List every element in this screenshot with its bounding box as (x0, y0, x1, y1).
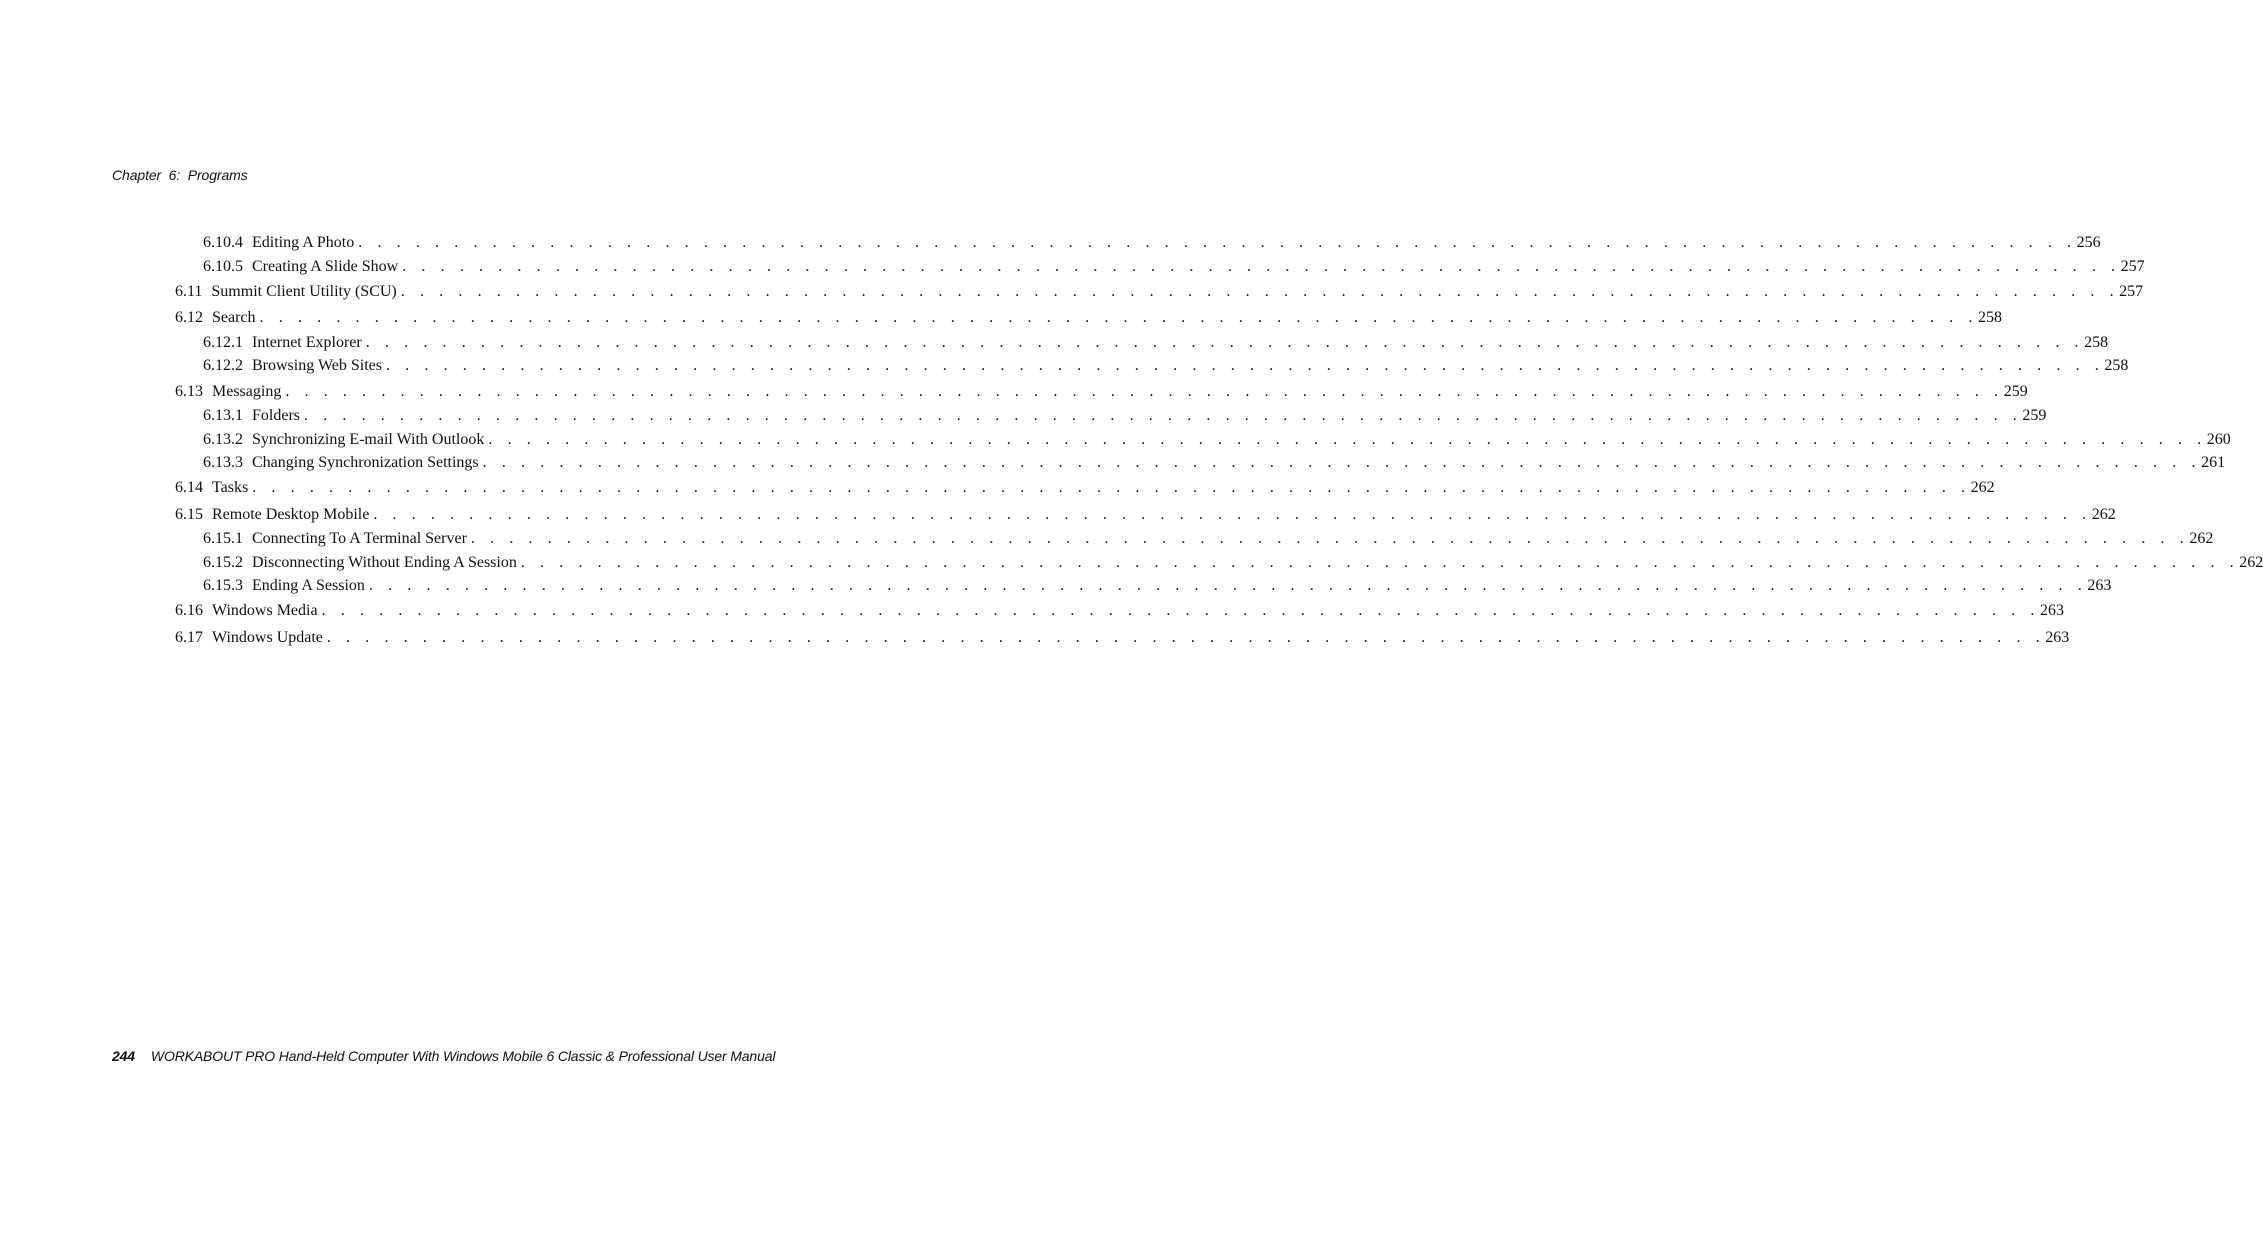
toc-entry-page: 259 (2022, 407, 2047, 424)
toc-entry-number: 6.15.3 (203, 577, 243, 594)
toc-entry-number: 6.16 (175, 602, 203, 619)
toc-entry-title: Summit Client Utility (SCU) (211, 283, 397, 300)
toc-entry-page: 261 (2201, 454, 2226, 471)
toc-entry-title: Disconnecting Without Ending A Session (252, 554, 517, 571)
toc-dot-leader: . . . . . . . . . . . . . . . . . . . . . . . . . . . . . . . . . . . . . . . . . . . . . . . . . . . . . . . . . . . . . . . . . . . . . . . . . . . . . . . . . . . . . . . . . . (358, 234, 2077, 251)
toc-entry-page: 257 (2119, 283, 2144, 300)
toc-entry-title: Remote Desktop Mobile (212, 506, 370, 523)
toc-entry-title: Windows Update (212, 629, 323, 646)
toc-entry (203, 333, 2109, 353)
toc-dot-leader: . . . . . . . . . . . . . . . . . . . . . . . . . . . . . . . . . . . . . . . . . . . . . . . . . . . . . . . . . . . . . . . . . . . . . . . . . . . . . . . . . . . . . . . . . . (321, 602, 2040, 619)
toc-dot-leader: . . . . . . . . . . . . . . . . . . . . . . . . . . . . . . . . . . . . . . . . . . . . . . . . . . . . . . . . . . . . . . . . . . . . . . . . . . . . . . . . . . . . . . . . . . (365, 334, 2085, 351)
toc-dot-leader: . . . . . . . . . . . . . . . . . . . . . . . . . . . . . . . . . . . . . . . . . . . . . . . . . . . . . . . . . . . . . . . . . . . . . . . . . . . . . . . . . . . . . . . . . . (400, 283, 2120, 300)
toc-dot-leader: . . . . . . . . . . . . . . . . . . . . . . . . . . . . . . . . . . . . . . . . . . . . . . . . . . . . . . . . . . . . . . . . . . . . . . . . . . . . . . . . . . . . . . . . . . (252, 479, 1971, 496)
toc-dot-leader: . . . . . . . . . . . . . . . . . . . . . . . . . . . . . . . . . . . . . . . . . . . . . . . . . . . . . . . . . . . . . . . . . . . . . . . . . . . . . . . . . . . . . . . . . . (373, 506, 2092, 523)
toc-entry-title: Changing Synchronization Settings (252, 454, 479, 471)
toc-entry-title: Windows Media (212, 602, 318, 619)
toc-entry-title: Editing A Photo (252, 234, 355, 251)
toc-entry (175, 478, 1995, 498)
toc-entry-title: Internet Explorer (252, 334, 362, 351)
toc-dot-leader: . . . . . . . . . . . . . . . . . . . . . . . . . . . . . . . . . . . . . . . . . . . . . . . . . . . . . . . . . . . . . . . . . . . . . . . . . . . . . . . . . . . . . . . . . . (520, 554, 2240, 571)
toc-entry-page: 259 (2003, 383, 2028, 400)
toc-entry-number: 6.15.1 (203, 530, 243, 547)
toc-dot-leader: . . . . . . . . . . . . . . . . . . . . . . . . . . . . . . . . . . . . . . . . . . . . . . . . . . . . . . . . . . . . . . . . . . . . . . . . . . . . . . . . . . . . . . . . . . (402, 258, 2121, 275)
toc-entry-number: 6.13.2 (203, 431, 243, 448)
toc-entry-number: 6.11 (175, 283, 203, 300)
toc-entry-title: Search (212, 309, 256, 326)
toc-dot-leader: . . . . . . . . . . . . . . . . . . . . . . . . . . . . . . . . . . . . . . . . . . . . . . . . . . . . . . . . . . . . . . . . . . . . . . . . . . . . . . . . . . . . . . . . . . (368, 577, 2088, 594)
toc-entry-page: 258 (2104, 357, 2129, 374)
toc-entry-page: 262 (1970, 479, 1995, 496)
toc-entry (175, 282, 2144, 302)
toc-dot-leader: . . . . . . . . . . . . . . . . . . . . . . . . . . . . . . . . . . . . . . . . . . . . . . . . . . . . . . . . . . . . . . . . . . . . . . . . . . . . . . . . . . . . . . . . . . (482, 454, 2202, 471)
toc-entry-title: Folders (252, 407, 300, 424)
toc-entry (175, 505, 2116, 525)
toc-dot-leader: . . . . . . . . . . . . . . . . . . . . . . . . . . . . . . . . . . . . . . . . . . . . . . . . . . . . . . . . . . . . . . . . . . . . . . . . . . . . . . . . . . . . . . . . . . (259, 309, 1978, 326)
toc-entry-number: 6.13.3 (203, 454, 243, 471)
toc-dot-leader: . . . . . . . . . . . . . . . . . . . . . . . . . . . . . . . . . . . . . . . . . . . . . . . . . . . . . . . . . . . . . . . . . . . . . . . . . . . . . . . . . . . . . . . . . . (326, 629, 2046, 646)
toc-entry (203, 529, 2214, 549)
toc-entry-page: 258 (2084, 334, 2109, 351)
toc-entry-page: 258 (1977, 309, 2002, 326)
toc-entry (203, 257, 2145, 277)
toc-entry-page: 263 (2045, 629, 2070, 646)
toc-entry-number: 6.15.2 (203, 554, 243, 571)
toc-entry (175, 308, 2002, 328)
toc-entry (175, 382, 2028, 402)
toc-entry-number: 6.14 (175, 479, 203, 496)
toc-entry-title: Creating A Slide Show (252, 258, 399, 275)
toc-entry-number: 6.15 (175, 506, 203, 523)
toc-entry-page: 262 (2189, 530, 2214, 547)
toc-entry (203, 453, 2226, 473)
toc-dot-leader: . . . . . . . . . . . . . . . . . . . . . . . . . . . . . . . . . . . . . . . . . . . . . . . . . . . . . . . . . . . . . . . . . . . . . . . . . . . . . . . . . . . . . . . . . . (385, 357, 2105, 374)
toc-dot-leader: . . . . . . . . . . . . . . . . . . . . . . . . . . . . . . . . . . . . . . . . . . . . . . . . . . . . . . . . . . . . . . . . . . . . . . . . . . . . . . . . . . . . . . . . . . (488, 431, 2207, 448)
toc-entry (203, 430, 2231, 450)
toc-entry (203, 356, 2129, 376)
toc-entry (203, 233, 2101, 253)
toc-entry-page: 263 (2039, 602, 2064, 619)
toc-dot-leader: . . . . . . . . . . . . . . . . . . . . . . . . . . . . . . . . . . . . . . . . . . . . . . . . . . . . . . . . . . . . . . . . . . . . . . . . . . . . . . . . . . . . . . . . . . (285, 383, 2004, 400)
toc-entry-title: Browsing Web Sites (252, 357, 382, 374)
footer-manual-title: WORKABOUT PRO Hand-Held Computer With Windows Mobile 6 Classic & Professional User Manual (150, 1048, 776, 1064)
toc-entry-number: 6.12.1 (203, 334, 243, 351)
toc-entry-title: Connecting To A Terminal Server (252, 530, 467, 547)
toc-entry-title: Tasks (212, 479, 249, 496)
toc-entry-page: 256 (2076, 234, 2101, 251)
toc-entry-number: 6.13 (175, 383, 203, 400)
toc-entry (203, 406, 2047, 426)
toc-entry-page: 262 (2239, 554, 2263, 571)
toc-entry (175, 601, 2064, 621)
toc-entry (175, 628, 2070, 648)
toc-entry (203, 576, 2112, 596)
toc-entry (203, 553, 2263, 573)
running-header: Chapter 6: Programs (112, 167, 248, 183)
toc-entry-page: 262 (2091, 506, 2116, 523)
toc-entry-title: Messaging (212, 383, 282, 400)
toc-entry-number: 6.13.1 (203, 407, 243, 424)
toc-entry-number: 6.10.4 (203, 234, 243, 251)
toc-entry-number: 6.17 (175, 629, 203, 646)
running-footer (112, 1048, 775, 1064)
toc-entry-page: 263 (2087, 577, 2112, 594)
toc-entry-title: Synchronizing E-mail With Outlook (252, 431, 485, 448)
footer-page-number: 244 (112, 1048, 135, 1064)
toc-entry-number: 6.12.2 (203, 357, 243, 374)
toc-dot-leader: . . . . . . . . . . . . . . . . . . . . . . . . . . . . . . . . . . . . . . . . . . . . . . . . . . . . . . . . . . . . . . . . . . . . . . . . . . . . . . . . . . . . . . . . . . (470, 530, 2190, 547)
toc-entry-page: 257 (2120, 258, 2145, 275)
toc-entry-number: 6.10.5 (203, 258, 243, 275)
toc-dot-leader: . . . . . . . . . . . . . . . . . . . . . . . . . . . . . . . . . . . . . . . . . . . . . . . . . . . . . . . . . . . . . . . . . . . . . . . . . . . . . . . . . . . . . . . . . . (304, 407, 2023, 424)
toc-entry-title: Ending A Session (252, 577, 365, 594)
toc-entry-number: 6.12 (175, 309, 203, 326)
toc-entry-page: 260 (2206, 431, 2231, 448)
